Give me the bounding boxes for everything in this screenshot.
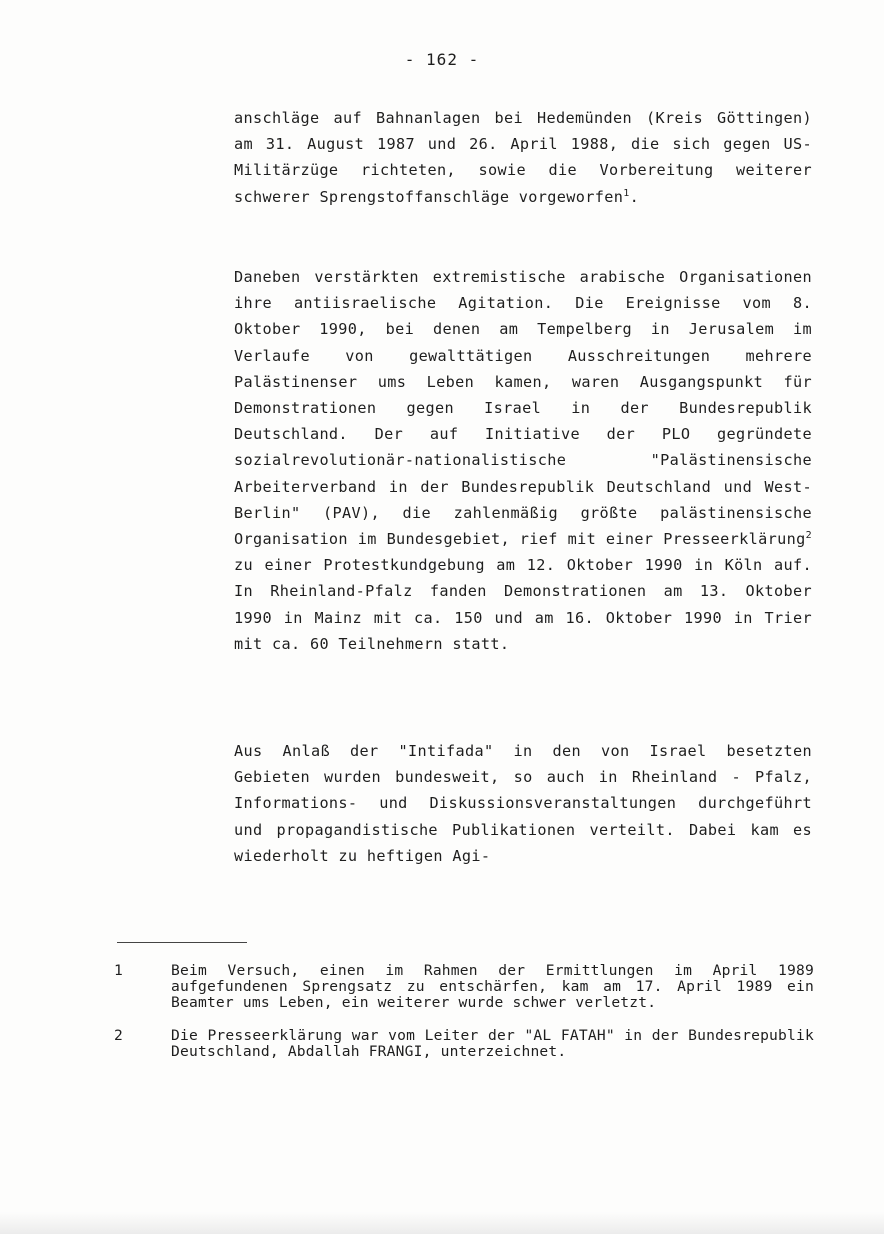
paragraph-2-text-end: zu einer Protestkundgebung am 12. Oktober 1990 in Köln auf. In Rheinland-Pfalz fanden Demonstrationen am 13. Oktober 1990 in Mainz mit ca. 150 und am 16. Oktober 1990 in Trier mit ca. 60 Teilnehmern statt. xyxy=(234,556,812,653)
footnote-separator xyxy=(117,942,247,943)
footnote-2 xyxy=(114,1028,814,1060)
paragraph-1-text-end: . xyxy=(629,187,640,206)
paragraph-2 xyxy=(234,264,812,657)
footnote-ref-2[interactable]: 2 xyxy=(805,529,812,541)
footnote-1-number: 1 xyxy=(114,962,123,979)
paragraph-1 xyxy=(234,105,812,210)
footnote-2-number: 2 xyxy=(114,1027,123,1044)
paragraph-2-text: Daneben verstärkten extremistische arabische Organisationen ihre antiisraelische Agitation. Die Ereignisse vom 8. Oktober 1990, bei denen am Tempelberg in Jerusalem im Verlaufe von gewalttätigen Ausschreitungen mehrere Palästinenser ums Leben kamen, waren Ausgangspunkt für Demonstrationen gegen Israel in der Bundesrepublik Deutschland. Der auf Initiative der PLO gegründete sozialrevolutionär-nationalistische "Palästinensische Arbeiterverband in der Bundesrepublik Deutschland und West-Berlin" (PAV), die zahlenmäßig größte palästinensische Organisation im Bundesgebiet, rief mit einer Presseerklärung xyxy=(234,268,812,549)
paragraph-1-text: anschläge auf Bahnanlagen bei Hedemünden (Kreis Göttingen) am 31. August 1987 und 26. April 1988, die sich gegen US-Militärzüge richteten, sowie die Vorbereitung weiterer schwerer Sprengstoffanschläge vorgeworfen xyxy=(234,109,812,206)
page-number: - 162 - xyxy=(404,50,480,69)
scan-bottom-edge xyxy=(0,1212,884,1234)
footnote-ref-1[interactable]: 1 xyxy=(623,187,630,199)
footnote-2-text: Die Presseerklärung war vom Leiter der "AL FATAH" in der Bundesrepublik Deutschland, Abdallah FRANGI, unterzeichnet. xyxy=(171,1027,814,1060)
paragraph-3: Aus Anlaß der "Intifada" in den von Israel besetzten Gebieten wurden bundesweit, so auch in Rheinland - Pfalz, Informations- und Diskussionsveranstaltungen durchgeführt und propagandistische Publikationen verteilt. Dabei kam es wiederholt zu heftigen Agi- xyxy=(234,742,812,865)
footnote-1-text: Beim Versuch, einen im Rahmen der Ermittlungen im April 1989 aufgefundenen Sprengsatz zu entschärfen, kam am 17. April 1989 ein Beamter ums Leben, ein weiterer wurde schwer verletzt. xyxy=(171,962,814,1011)
footnote-1 xyxy=(114,963,814,1010)
